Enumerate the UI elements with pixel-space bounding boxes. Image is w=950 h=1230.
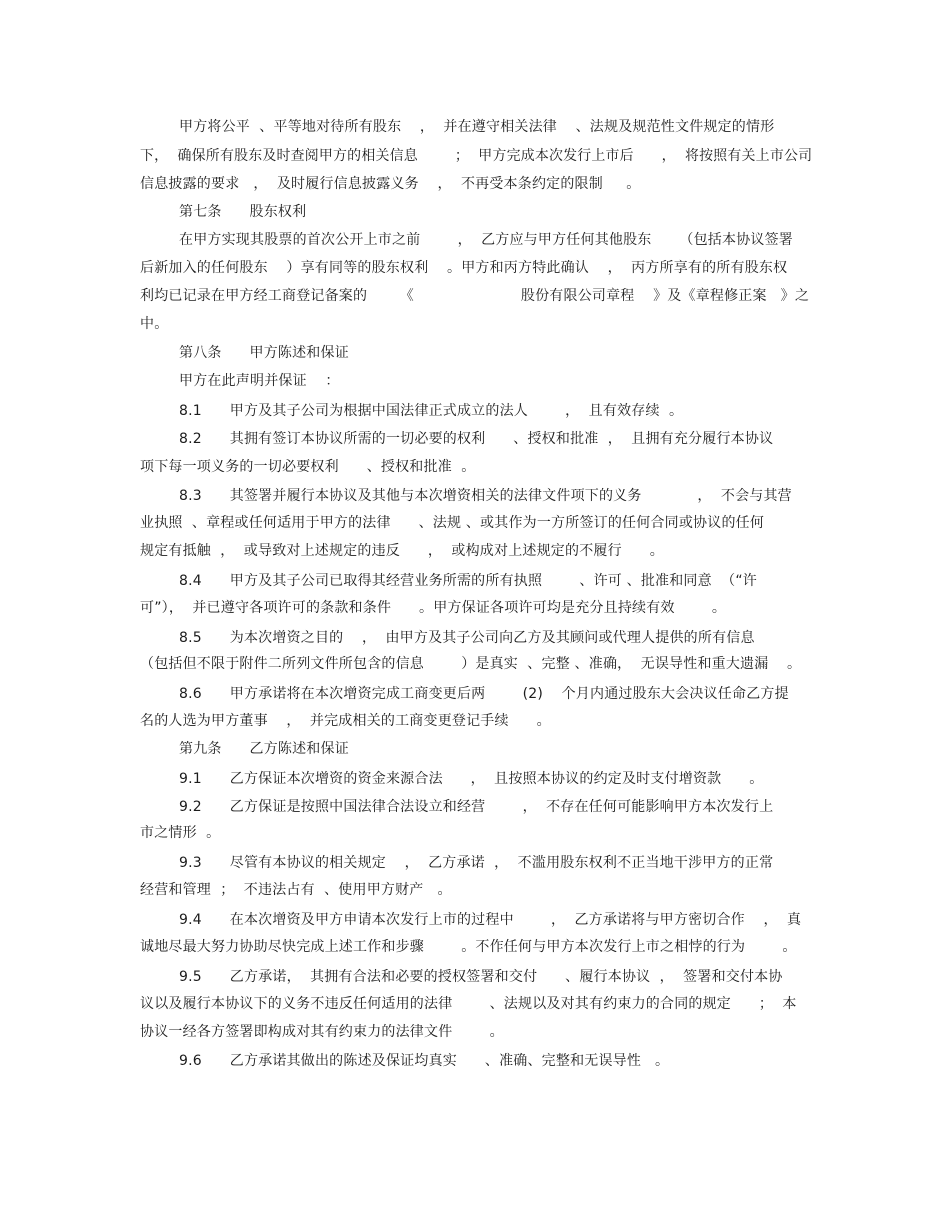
text-line: 名的人选为甲方董事 ， 并完成相关的工商变更登记手续 。 <box>140 713 551 729</box>
text-line: 市之情形 。 <box>140 825 221 841</box>
clause-line: 9.2 乙方保证是按照中国法律合法设立和经营 ， 不存在任何可能影响甲方本次发行上 <box>179 799 774 815</box>
clause-line: 9.4 在本次增资及甲方申请本次发行上市的过程中 ， 乙方承诺将与甲方密切合作 ， 真 <box>179 912 802 928</box>
text-line: 项下每一项义务的一切必要权利 、授权和批准 。 <box>140 459 476 475</box>
text-line: 下， 确保所有股东及时查阅甲方的相关信息 ； 甲方完成本次发行上市后 ， 将按照有关上市公司 <box>140 148 813 164</box>
text-line: 议以及履行本协议下的义务不违反任何适用的法律 、法规以及对其有约束力的合同的规定 ； 本 <box>140 996 797 1012</box>
text-line: 后新加入的任何股东 ）享有同等的股东权利 。甲方和丙方特此确认 ， 丙方所享有的所有股东权 <box>140 260 788 276</box>
text-line: （包括但不限于附件二所列文件所包含的信息 ）是真实 、完整 、准确， 无误导性和重大遗漏 。 <box>140 656 802 672</box>
section-heading: 第九条 乙方陈述和保证 <box>179 741 349 757</box>
clause-line: 9.5 乙方承诺， 其拥有合法和必要的授权签署和交付 、履行本协议 ， 签署和交付本协 <box>179 969 783 985</box>
clause-line: 9.6 乙方承诺其做出的陈述及保证均真实 、准确、完整和无误导性 。 <box>179 1053 670 1069</box>
text-line: 可”）， 并已遵守各项许可的条款和条件 。甲方保证各项许可均是充分且持续有效 。 <box>140 600 727 616</box>
clause-line: 9.1 乙方保证本次增资的资金来源合法 ， 且按照本协议的约定及时支付增资款 。 <box>179 771 764 787</box>
text-line: 甲方将公平 、平等地对待所有股东 ， 并在遵守相关法律 、法规及规范性文件规定的情形 <box>179 119 775 135</box>
clause-line: 8.5 为本次增资之目的 ， 由甲方及其子公司向乙方及其顾问或代理人提供的所有信息 <box>179 630 755 646</box>
text-line: 规定有抵触 ， 或导致对上述规定的违反 ， 或构成对上述规定的不履行 。 <box>140 543 664 559</box>
clause-line: 8.4 甲方及其子公司已取得其经营业务所需的所有执照 、许可 、批准和同意 （“许 <box>179 573 757 589</box>
clause-line: 8.3 其签署并履行本协议及其他与本次增资相关的法律文件项下的义务 ， 不会与其营 <box>179 488 792 504</box>
clause-line: 8.1 甲方及其子公司为根据中国法律正式成立的法人 ， 且有效存续 。 <box>179 403 684 419</box>
text-line: 诚地尽最大努力协助尽快完成上述工作和步骤 。不作任何与甲方本次发行上市之相悖的行为 。 <box>140 939 797 955</box>
section-heading: 第八条 甲方陈述和保证 <box>179 345 349 361</box>
section-heading: 第七条 股东权利 <box>179 204 307 220</box>
text-line: 协议一经各方签署即构成对其有约束力的法律文件 。 <box>140 1024 504 1040</box>
text-line: 甲方在此声明并保证 ： <box>179 373 340 389</box>
text-line: 经营和管理 ； 不违法占有 、使用甲方财产 。 <box>140 882 452 898</box>
text-line: 信息披露的要求 ， 及时履行信息披露义务 ， 不再受本条约定的限制 。 <box>140 176 641 192</box>
text-line: 利均已记录在甲方经工商登记备案的 《 股份有限公司章程 》及《章程修正案 》之 <box>140 288 810 304</box>
clause-line: 9.3 尽管有本协议的相关规定 ， 乙方承诺 ， 不滥用股东权利不正当地干涉甲方的正常 <box>179 855 774 871</box>
text-line: 业执照 、章程或任何适用于甲方的法律 、法规 、或其作为一方所签订的任何合同或协议的任何 <box>140 515 765 531</box>
text-line: 在甲方实现其股票的首次公开上市之前 ， 乙方应与甲方任何其他股东 （包括本协议签署 <box>179 232 794 248</box>
clause-line: 8.2 其拥有签订本协议所需的一切必要的权利 、授权和批准 ， 且拥有充分履行本协议 <box>179 431 774 447</box>
clause-line: 8.6 甲方承诺将在本次增资完成工商变更后两 (2) 个月内通过股东大会决议任命乙方提 <box>179 686 789 702</box>
text-line: 中。 <box>140 316 169 332</box>
